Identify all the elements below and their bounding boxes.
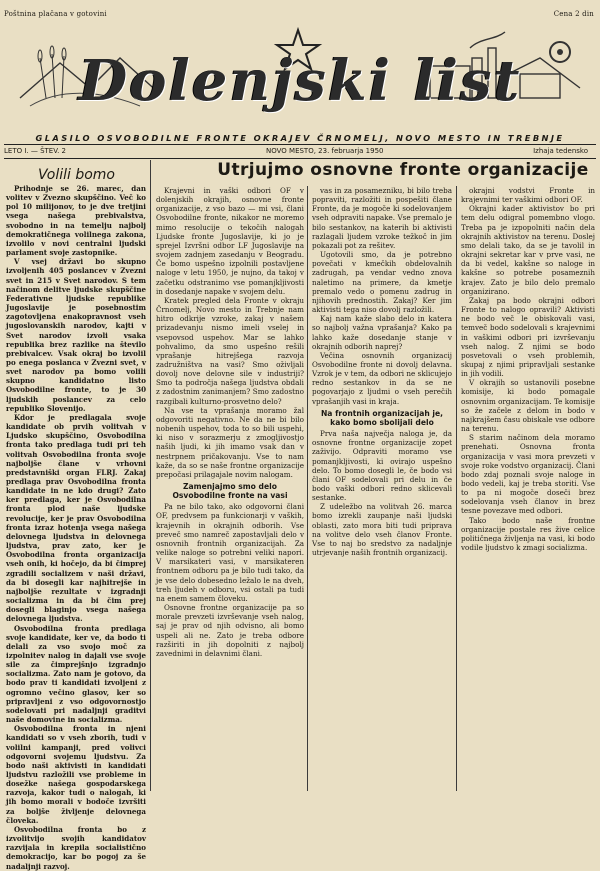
masthead-rule-top [4, 144, 596, 145]
paragraph: S starim načinom dela moramo prenehati. Osnovna fronta organizacija v vasi mora prevzeti v svoje roke vodstvo organizacij. Člani bodo zdaj poznali svoje naloge in bodo vedeli, kaj je treba storiti. Vse to pa ni mogoče doseči brez sodelovanja vseh članov in brez tesne povezave med odbori. [461, 433, 595, 516]
frequency: Izhaja tedensko [533, 147, 588, 155]
paragraph: Pa ne bilo tako, ako odgovorni člani OF, predvsem pa funkcionarji v vaških, krajevnih in okrajnih odborih. Vse preveč smo namreč zapostavljali delo v osnovnih frontnih organizacijah. Za velike naloge so potrebni veliki napori. V marsikateri vasi, v marsikateren frontnem odboru pa je bilo tudi tako, da je vse delo dobesedno ležalo le na dveh, treh ljudeh v odboru, vsi ostali pa tudi na enem samem človeku. [156, 502, 304, 603]
paragraph: Okrajni kader aktivistov bo pri tem delu odigral pomembno vlogo. Treba pa je izpopolniti način dela okrajnih aktivistov na terenu. Doslej smo delali tako, da se je tavolil in okrajni sekretar kar v prve vasi, ne da bi vedel, kakšne so naloge in kakšne so potrebe posameznih krajev. Zato je bilo delo premalo organizirano. [461, 204, 595, 296]
article-left-body [6, 184, 146, 871]
article-main-col-2 [312, 186, 452, 786]
newspaper-title: Dolenjski list [78, 48, 522, 114]
paragraph: V vsej državi bo skupno izvoljenih 405 poslancev v Zvezni svet in 215 v Svet narodov. S tem načinom delitve ljudske skupščine Federativne ljudske republike Jugoslavije je posebnostim zagotovljena enakopravnost vseh jugoslovanskih narodov, kajti v Svet narodov izvoli vsaka republika brez razlike na število prebivalcev. Vsak okraj bo izvolil po enega poslanca v Zvezni svet, v svet narodov pa bomo volili skupno kandidatno listo Osvobodilne fronte, to je 30 ljudskih poslancev za celo republiko Slovenijo. [6, 257, 146, 413]
paragraph: Z udeležbo na volitvah 26. marca bomo izrekli zaupanje naši ljudski oblasti, zato mora biti tudi priprava na volitve delo vseh članov Fronte. Vse to naj bo sredstvo za nadaljnje utrjevanje naših frontnih organizacij. [312, 502, 452, 558]
paragraph: Na vse ta vprašanja moramo žal odgovoriti negativno. Ne da ne bi bilo nobenih uspehov, toda to so bili uspehi, ki niso v sorazmerju z zmogljivostjo naših ljudi, ki jih imamo vsak dan v nestrpnem pričakovanju. Vse to nam kaže, da so se naše frontne organizacije prepočasi prilagajale novim nalogam. [156, 405, 304, 479]
paragraph: Ugotovili smo, da je potrebno povečati v kmečkih obdelovalnih zadrugah, pa vendar vedno znova naletimo na primere, da kmetje premalo vedo o pomenu zadrug in njihovih prednostih. Zakaj? Ker jim aktivisti tega niso dovolj razložili. [312, 250, 452, 315]
postage-note: Poštnina plačana v gotovini [4, 10, 107, 18]
paragraph: Osnovne frontne organizacije pa so morale prevzeti izvrševanje vseh nalog, saj je prav od njih odvisno, ali bomo uspeli ali ne. Zato je treba odbore razširiti in jih dopolniti z najbolj zavednimi in delavnimi člani. [156, 603, 304, 658]
column-divider [456, 186, 457, 791]
paragraph: Kratek pregled dela Fronte v okraju Črnomelj, Novo mesto in Trebnje nam hitro odkrije vzroke, zakaj v našem prizadevanju nismo imeli vselej in vsepovsod uspehov. Mar se lahko pohvalimo, da smo uspešno rešili vprašanje hitrejšega razvoja zadružništva na vasi? Smo oživljali dovolj nove delovne sile v industriji? Smo ta področja našega ljudstva obdali z zadostnim zanimanjem? Smo zadostno razgibali kulturno-prosvetno delo? [156, 295, 304, 406]
article-main-col-3 [461, 186, 595, 786]
article-main-col-1 [156, 186, 304, 786]
column-divider [307, 186, 308, 791]
column-divider [150, 160, 151, 791]
subheading: Zamenjajmo smo delo Osvobodilne fronte na vasi [172, 482, 288, 501]
main-headline: Utrjujmo osnovne fronte organizacije [217, 160, 589, 180]
newspaper-subtitle: GLASILO OSVOBODILNE FRONTE OKRAJEV ČRNOMELJ, NOVO MESTO IN TREBNJE [35, 133, 565, 143]
paragraph: Osvobodilna fronta predlaga svoje kandidate, ker ve, da bodo ti delali za vso svojo moč za izpolnitev nalog in dajali vse svoje sile za čimprejšnjo izgradnjo socializma. Zato nam je gotovo, da bodo prav ti kandidati izvoljeni z ogromno večino glasov, ker so pripravljeni z vso odgovornostjo sodelovati pri nadaljnji graditvi naše domovine in socializma. [6, 623, 146, 725]
paragraph: Osvobodilna fronta bo z izvolitvijo svojih kandidatov razvijala in krepila socialistično demokracijo, kar bo pogoj za še nadaljnji razvoj. [6, 824, 146, 871]
dateline: NOVO MESTO, 23. februarja 1950 [266, 147, 384, 155]
subheading: Na frontnih organizacijah je, kako bomo sbolijali delo [320, 408, 444, 427]
masthead-rule-bottom [4, 158, 596, 159]
paragraph: Kdor je predlagala svoje kandidate ob prvih volitvah v Ljudsko skupščino, Osvobodilna fronta tako predlaga tudi pri teh volitvah Osvobodilna fronta svoje najboljše člane v vrhovni predstavniški organ FLRJ. Zakaj predlaga prav Osvobodilna fronta kandidate in ne kdo drugi? Zato ker predlaga, ker je Osvobodilna fronta plod naše ljudske revolucije, ker je prav Osvobodilna fronta izraz hotenja vsega našega delovnega ljudstva in delovnega ljudstva, prav zato, ker je Osvobodilna fronta organizacija vseh onih, ki hočejo, da bi čimprej zgradili socializem v naši državi, da bi dosegli kar najhitrejše in najboljše rezultate v izgradnji socializma in da bi čim prej dosegli blaginjo vsega našega delovnega ljudstva. [6, 412, 146, 624]
issue-info-bar [4, 146, 596, 157]
paragraph: Zakaj pa bodo okrajni odbori Fronte to nalogo opravili? Aktivisti ne bodo več le obiskovali vasi, temveč bodo sodelovali s krajevnimi in vaškimi odbori pri izvrševanju vseh nalog. Z njimi se bodo posvetovali o vseh problemih, skupaj z njimi pripravljali sestanke in jih vodili. [461, 295, 595, 379]
paragraph: V okrajih so ustanovili posebne komisije, ki bodo pomagale osnovnim organizacijam. Te komisije so že začele z delom in bodo v najkrajšem času obiskale vse odbore na terenu. [461, 378, 595, 434]
paragraph: Prva naša največja naloga je, da osnovne frontne organizacije zopet zaživijo. Odpraviti moramo vse pomanjkljivosti, ki ovirajo uspešno delo. To bomo dosegli le, če bodo vsi člani OF sodelovali pri delu in če bodo vaški odbori redno sklicevali sestanke. [312, 429, 452, 503]
paragraph: Kaj nam kaže slabo delo in katera so najbolj važna vprašanja? Kako pa lahko kaže dosedanje stanje v okrajnih odborih naprej? [312, 314, 452, 351]
paragraph: Tako bodo naše frontne organizacije postale res žive celice političnega življenja na vasi, ki bodo vodile ljudstvo k zmagi socializma. [461, 515, 595, 553]
paragraph: Krajevni in vaški odbori OF v dolenjskih okrajih, osnovne fronte organizacije, z vso bazo — mi vsi, člani Osvobodilne fronte, nikakor ne moremo mimo resolucije o tekočih nalogah Ljudske fronte Jugoslavije, ki jo je sprejel Izvršni odbor LF Jugoslavije na svojem zadnjem zasedanju v Beogradu. Če bomo uspešno izpolnili postavljene naloge v letu 1950, je nujno, da takoj v začetku odstranimo vse pomanjkljivosti in dosedanje napake v svojem delu. [156, 186, 304, 296]
paragraph: Osvobodilna fronta in njeni kandidati so v vseh zborih, tudi v volilni kampanji, pred volivci odgovorni svojemu ljudstvu. Za bodo naši aktivisti in kandidati ljudstvu razložili vse probleme in dosežke našega gospodarskega razvoja, kakor tudi o nalogah, ki jih bomo morali v bodoče izvršiti za boljše življenje delovnega človeka. [6, 724, 146, 825]
paragraph: okrajni vodstvi Fronte in krajevnimi ter vaškimi odbori OF. [461, 186, 595, 205]
paragraph: Prihodnje se 26. marec, dan volitev v Zvezno skupščino. Več ko pol 10 milijonov, to je dve tretjini vsega našega prebivalstva, svobodno in na temelju najbolj demokratičnega volilnega zakona, izvolilo v novi centralni ljudski parlament svoje zastopnike. [6, 184, 146, 258]
issue-number: LETO I. — ŠTEV. 2 [4, 147, 67, 155]
paragraph: vas in za posamezniku, bi bilo treba popraviti, razložiti in pospešiti člane Fronte, da je mogoče ki sodelovanjem vseh odpraviti napake. Vse premalo je bilo sestankov, na katerih bi aktivisti razlagali ljudem vzroke težkoč in jim pokazali pot za rešitev. [312, 186, 452, 250]
price-label: Cena 2 din [553, 10, 594, 18]
article-heading-left: Volili bomo [38, 167, 115, 183]
paragraph: Večina osnovnih organizacij Osvobodilne fronte ni dovolj delavna. Vzrok je v tem, da odbori ne sklicujejo redno sestankov in da se ne pogovarjajo z ljudmi o vseh perečih vprašanjih vasi in kraja. [312, 350, 452, 406]
